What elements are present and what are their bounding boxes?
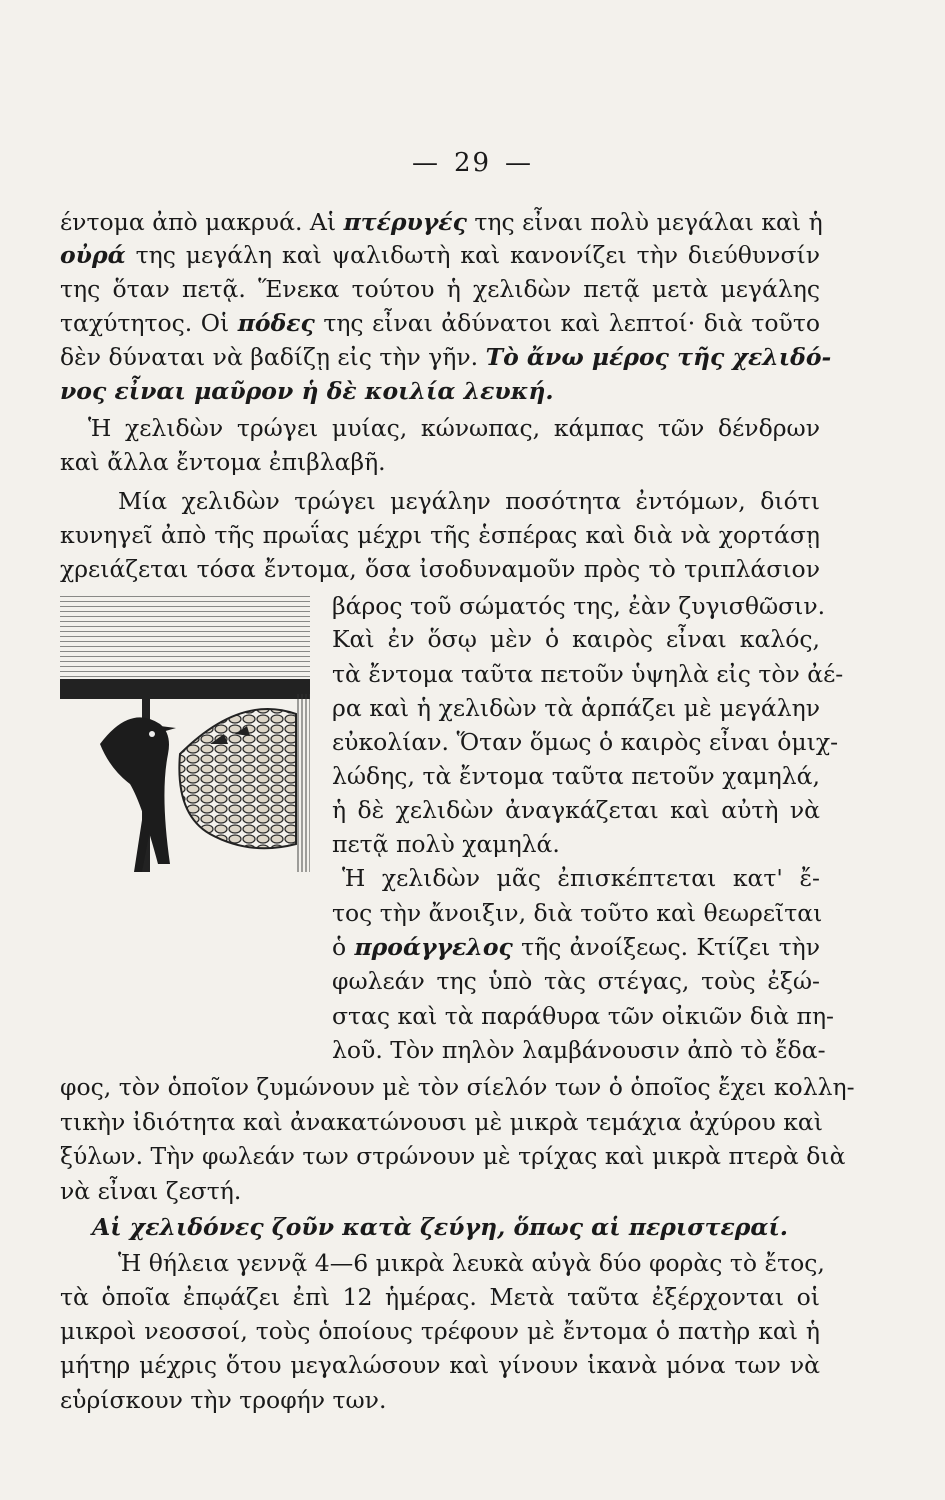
dash-left: — (411, 148, 440, 178)
text-line: τος τὴν ἄνοιξιν, διὰ τοῦτο καὶ θεωρεῖται (332, 899, 823, 927)
text-line: δὲν δύναται νὰ βαδίζῃ εἰς τὴν γῆν. Τὸ ἄνω μέρος τῆς χελιδό- (60, 343, 832, 371)
text-line: εὑρίσκουν τὴν τροφήν των. (60, 1386, 387, 1414)
text-line: της ὅταν πετᾷ. Ἕνεκα τούτου ἡ χελιδὼν πετᾷ μετὰ μεγάλης (60, 275, 820, 303)
text-line: βάρος τοῦ σώματός της, ἐὰν ζυγισθῶσιν. (332, 592, 826, 620)
text-line: ἡ δὲ χελιδὼν ἀναγκάζεται καὶ αὐτὴ νὰ (332, 796, 820, 824)
text-line: χρειάζεται τόσα ἔντομα, ὅσα ἰσοδυναμοῦν πρὸς τὸ τριπλάσιον (60, 555, 820, 583)
text-line: εὐκολίαν. Ὅταν ὅμως ὁ καιρὸς εἶναι ὁμιχ- (332, 728, 839, 756)
text-line: τὰ ἔντομα ταῦτα πετοῦν ὑψηλὰ εἰς τὸν ἀέ- (332, 660, 844, 688)
text-line: έντομα ἀπὸ μακρυά. Αἱ πτέρυγές της εἶναι πολὺ μεγάλαι καὶ ἡ (60, 208, 823, 236)
text-line: οὐρά της μεγάλη καὶ ψαλιδωτὴ καὶ κανονίζει τὴν διεύθυνσίν (60, 241, 820, 269)
text-line: Ἡ χελιδὼν μᾶς ἐπισκέπτεται κατ' ἔ- (342, 864, 820, 892)
text-line: ρα καὶ ἡ χελιδὼν τὰ ἁρπάζει μὲ μεγάλην (332, 694, 820, 722)
text-line: στας καὶ τὰ παράθυρα τῶν οἰκιῶν διὰ πη- (332, 1002, 834, 1030)
text-line: τὰ ὁποῖα ἐπῳάζει ἐπὶ 12 ἡμέρας. Μετὰ ταῦτα ἐξέρχονται οἱ (60, 1283, 820, 1311)
text-line: Ἡ θήλεια γεννᾷ 4—6 μικρὰ λευκὰ αὐγὰ δύο φορὰς τὸ ἔτος, (118, 1249, 825, 1277)
text-line: λώδης, τὰ ἔντομα ταῦτα πετοῦν χαμηλά, (332, 762, 820, 790)
page-number-value: 29 (453, 148, 492, 178)
text-line: ὁ προάγγελος τῆς ἀνοίξεως. Κτίζει τὴν (332, 933, 820, 961)
page-number (0, 148, 945, 178)
text-line: νος εἶναι μαῦρον ἡ δὲ κοιλία λευκή. (60, 377, 554, 405)
text-line: πετᾷ πολὺ χαμηλά. (332, 830, 560, 858)
text-line: μικροὶ νεοσσοί, τοὺς ὁποίους τρέφουν μὲ ἔντομα ὁ πατὴρ καὶ ἡ (60, 1317, 820, 1345)
text-line: κυνηγεῖ ἀπὸ τῆς πρωΐας μέχρι τῆς ἑσπέρας καὶ διὰ νὰ χορτάσῃ (60, 521, 820, 549)
text-line: νὰ εἶναι ζεστή. (60, 1177, 242, 1205)
text-line: λοῦ. Τὸν πηλὸν λαμβάνουσιν ἀπὸ τὸ ἔδα- (332, 1036, 826, 1064)
text-line: Ἡ χελιδὼν τρώγει μυίας, κώνωπας, κάμπας τῶν δένδρων (88, 414, 820, 442)
swallow-nest-image (60, 594, 322, 872)
swallow-nest-illustration (60, 594, 322, 872)
text-line: Καὶ ἐν ὅσῳ μὲν ὁ καιρὸς εἶναι καλός, (332, 625, 820, 653)
section-heading: Αἱ χελιδόνες ζοῦν κατὰ ζεύγη, ὅπως αἱ περιστεραί. (92, 1213, 788, 1241)
text-line: μήτηρ μέχρις ὅτου μεγαλώσουν καὶ γίνουν ἱκανὰ μόνα των νὰ (60, 1351, 820, 1379)
dash-right: — (505, 148, 534, 178)
text-line: φωλεάν της ὑπὸ τὰς στέγας, τοὺς ἐξώ- (332, 967, 820, 995)
text-line: τικὴν ἰδιότητα καὶ ἀνακατώνουσι μὲ μικρὰ τεμάχια ἀχύρου καὶ (60, 1108, 823, 1136)
text-line: Μία χελιδὼν τρώγει μεγάλην ποσότητα ἐντόμων, διότι (118, 487, 820, 515)
text-line: φος, τὸν ὁποῖον ζυμώνουν μὲ τὸν σίελόν των ὁ ὁποῖος ἔχει κολλη- (60, 1073, 855, 1101)
text-line: ταχύτητος. Οἱ πόδες της εἶναι ἀδύνατοι καὶ λεπτοί· διὰ τοῦτο (60, 309, 820, 337)
text-line: καὶ ἄλλα ἔντομα ἐπιβλαβῆ. (60, 448, 386, 476)
text-line: ξύλων. Τὴν φωλεάν των στρώνουν μὲ τρίχας καὶ μικρὰ πτερὰ διὰ (60, 1142, 846, 1170)
